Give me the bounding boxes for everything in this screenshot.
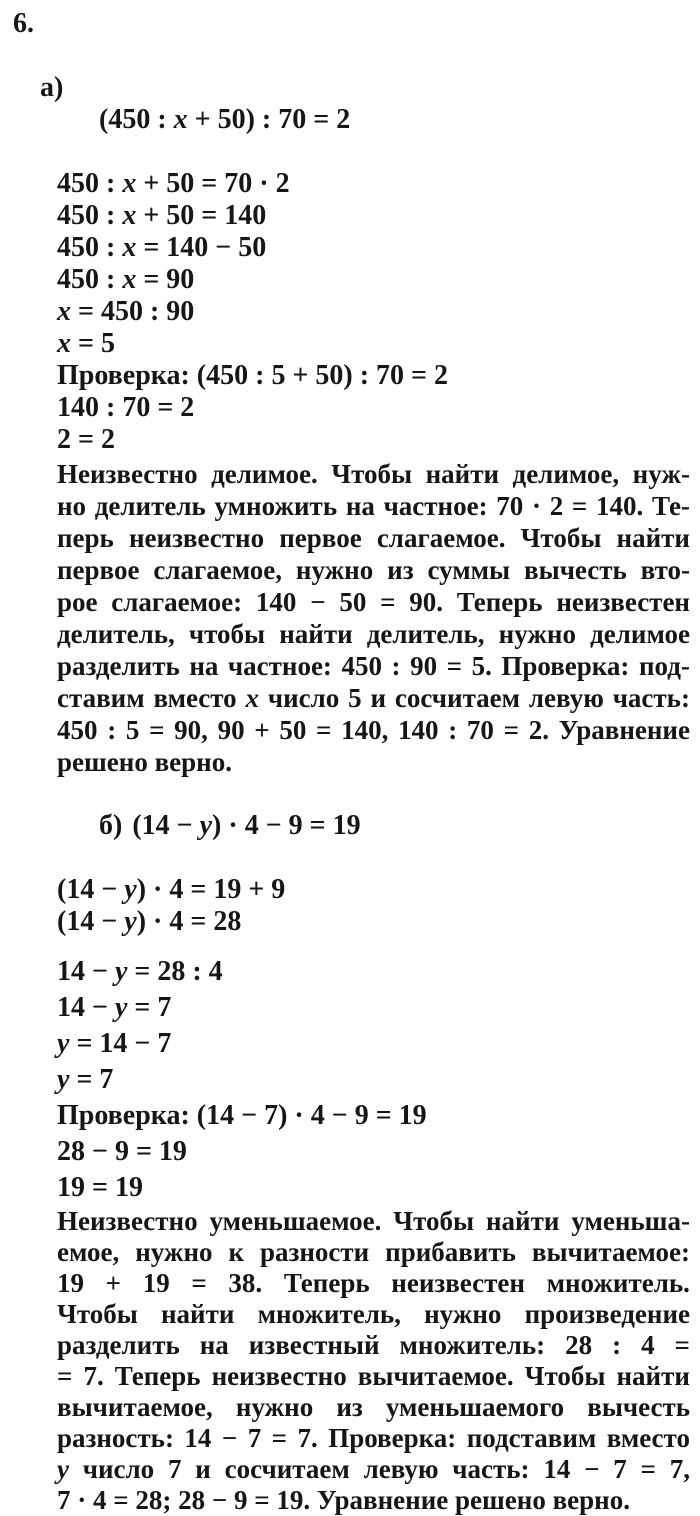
equation-line: 450 : x + 50 = 70 · 2 (57, 168, 290, 199)
text-line: первое слагаемое, нужно из суммы вычесть вто- (57, 555, 690, 585)
equation-line: 450 : x = 140 − 50 (57, 232, 267, 263)
part-a (13, 8, 690, 778)
text-line: Неизвестно уменьшаемое. Чтобы найти уменьша- (57, 1206, 690, 1236)
part-a-opening-equation: (450 : x + 50) : 70 = 2 (99, 104, 351, 135)
part-b-opening-line (57, 778, 690, 874)
text-line: перь неизвестно первое слагаемое. Чтобы найти (57, 523, 690, 553)
text-line: 450 : 5 = 90, 90 + 50 = 140, 140 : 70 = 2. Уравнение (57, 715, 690, 745)
part-b (57, 778, 690, 1516)
equation-line: x = 450 : 90 (57, 296, 195, 327)
equation-line: 2 = 2 (57, 424, 115, 455)
equation-line: 14 − y = 7 (57, 992, 172, 1023)
text-line: разность: 14 − 7 = 7. Проверка: подставим вместо (57, 1423, 690, 1453)
part-b-label: б) (99, 810, 123, 841)
equation-line: 140 : 70 = 2 (57, 392, 195, 423)
part-a-label: а) (40, 72, 64, 103)
text-line: 19 + 19 = 38. Теперь неизвестен множитель. (57, 1268, 690, 1298)
part-b-explanation (57, 1206, 690, 1516)
text-line: Чтобы найти множитель, нужно произведение (57, 1299, 690, 1329)
text-line: но делитель умножить на частное: 70 · 2 = 140. Те- (57, 491, 690, 521)
solution-page (13, 8, 690, 1516)
equation-line: 450 : x + 50 = 140 (57, 200, 267, 231)
text-line: рое слагаемое: 140 − 50 = 90. Теперь неизвестен (57, 587, 690, 617)
text-line: ставим вместо x число 5 и сосчитаем левую часть: (57, 683, 690, 713)
equation-line: x = 5 (57, 328, 115, 359)
part-a-explanation (57, 458, 690, 778)
equation-line: (14 − y) · 4 = 19 + 9 (57, 874, 286, 905)
text-line: разделить на частное: 450 : 90 = 5. Проверка: под- (57, 651, 690, 681)
equation-line: Проверка: (14 − 7) · 4 − 9 = 19 (57, 1100, 427, 1131)
text-line: вычитаемое, нужно из уменьшаемого вычесть (57, 1392, 690, 1422)
text-line: y число 7 и сосчитаем левую часть: 14 − 7 = 7, (57, 1454, 690, 1484)
part-b-steps-continued (57, 954, 690, 1206)
equation-line: 450 : x = 90 (57, 264, 195, 295)
equation-line: 14 − y = 28 : 4 (57, 956, 223, 987)
part-b-steps (57, 874, 690, 938)
text-line: Неизвестно делимое. Чтобы найти делимое, нуж- (57, 459, 690, 489)
text-line: решено верно. (57, 747, 232, 777)
equation-line: Проверка: (450 : 5 + 50) : 70 = 2 (57, 360, 449, 391)
text-line: делитель, чтобы найти делитель, нужно делимое (57, 619, 690, 649)
problem-number: 6. (13, 8, 34, 39)
text-line: емое, нужно к разности прибавить вычитаемое: (57, 1237, 690, 1267)
text-line: = 7. Теперь неизвестно вычитаемое. Чтобы найти (57, 1361, 690, 1391)
equation-line: (14 − y) · 4 = 28 (57, 906, 242, 937)
text-line: 7 · 4 = 28; 28 − 9 = 19. Уравнение решено верно. (57, 1485, 630, 1515)
part-a-steps (57, 168, 690, 456)
equation-line: 19 = 19 (57, 1172, 143, 1203)
equation-line: 28 − 9 = 19 (57, 1136, 187, 1167)
part-b-opening-equation: (14 − y) · 4 − 9 = 19 (132, 810, 361, 841)
equation-line: y = 7 (57, 1064, 114, 1095)
text-line: разделить на известный множитель: 28 : 4 = (57, 1330, 690, 1360)
equation-line: y = 14 − 7 (57, 1028, 172, 1059)
part-a-opening-line (13, 8, 690, 168)
